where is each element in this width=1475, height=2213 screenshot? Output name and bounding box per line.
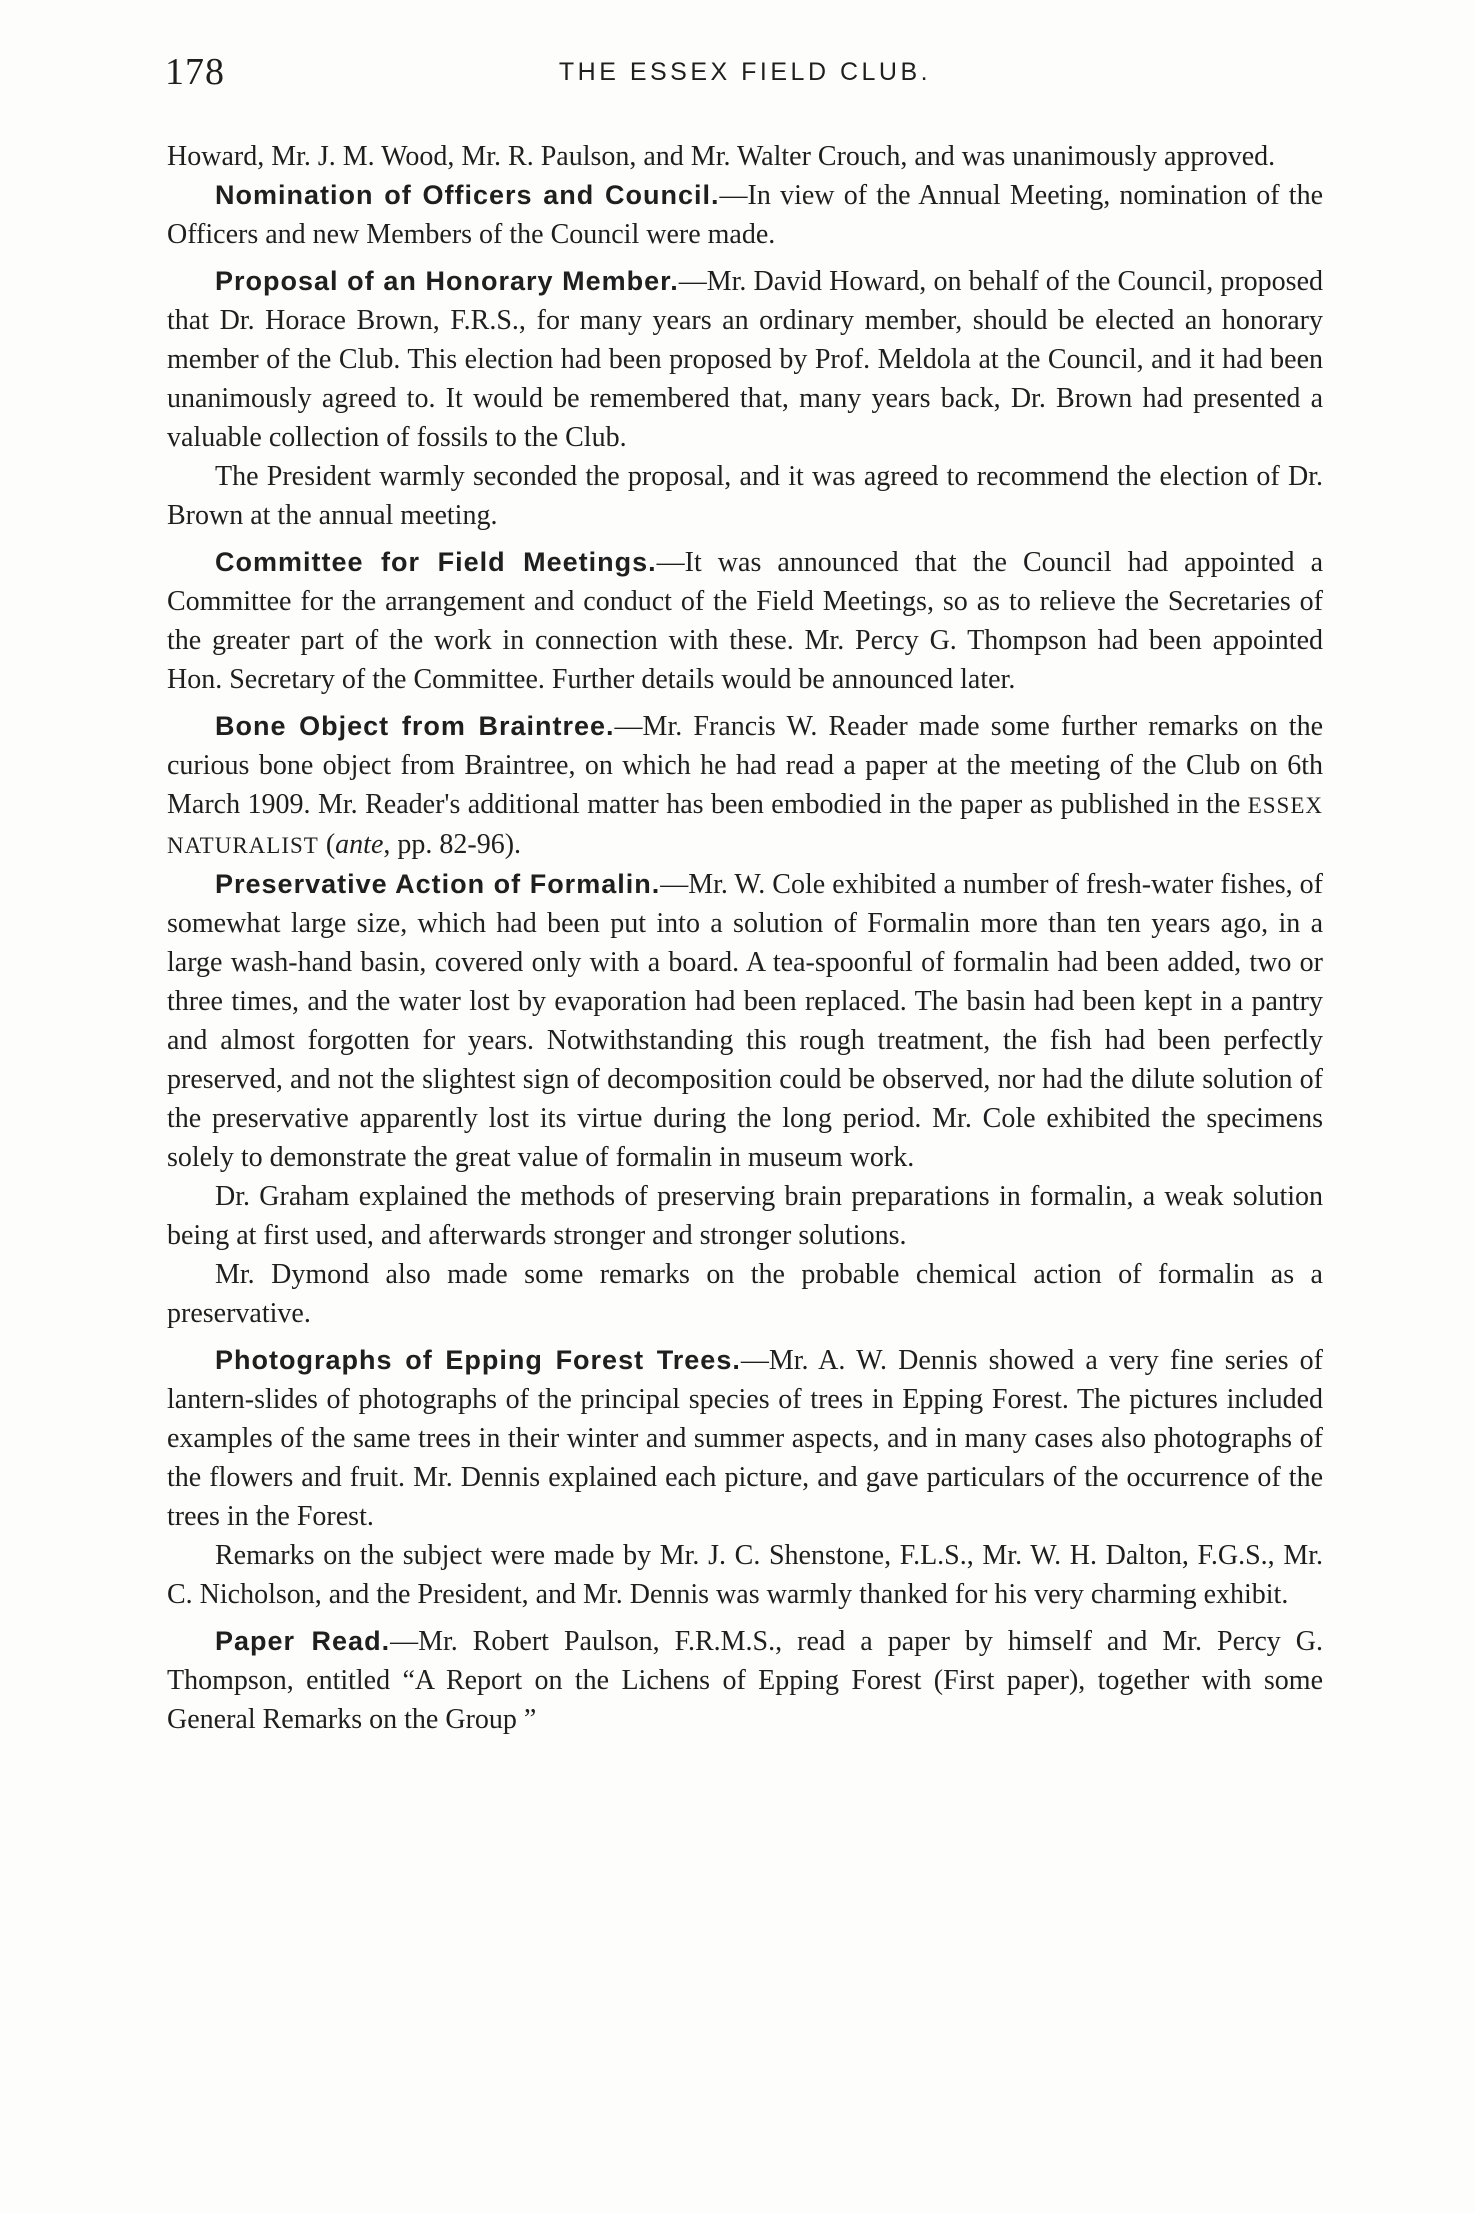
- section-heading: Preservative Action of Formalin.: [215, 869, 661, 899]
- section-heading: Paper Read.: [215, 1626, 391, 1656]
- paragraph-text: Remarks on the subject were made by Mr. J. C. Shenstone, F.L.S., Mr. W. H. Dalton, F.G.S., Mr. C. Nicholson, and the President, and Mr. Dennis was warmly thanked for his very charming exhibit.: [167, 1540, 1323, 1610]
- section-heading: Committee for Field Meetings.: [215, 547, 657, 577]
- paragraph-text: —Mr. David Howard, on behalf of the Council, proposed that Dr. Horace Brown, F.R.S., for many years an ordinary member, should be elected an honorary member of the Club. This election had been proposed by Prof. Meldola at the Council, and it had been unanimously agreed to. It would be remembered that, many years back, Dr. Brown had presented a valuable collection of fossils to the Club.: [167, 266, 1323, 453]
- paragraph-bone-object: [167, 707, 1323, 865]
- paragraph-text: Mr. Dymond also made some remarks on the probable chemical action of formalin as a preservative.: [167, 1259, 1323, 1329]
- paragraph-paper-read: [167, 1622, 1323, 1739]
- paragraph-field-meetings: [167, 543, 1323, 699]
- paragraph-honorary-member: [167, 262, 1323, 457]
- paragraph-text: —Mr. A. W. Dennis showed a very fine series of lantern-slides of photographs of the principal species of trees in Epping Forest. The pictures included examples of the same trees in their winter and summer aspects, and in many cases also photographs of the flowers and fruit. Mr. Dennis explained each picture, and gave particulars of the occurrence of the trees in the Forest.: [167, 1345, 1323, 1532]
- paragraph-text: —It was announced that the Council had appointed a Committee for the arrangement and conduct of the Field Meetings, so as to relieve the Secretaries of the greater part of the work in connection with these. Mr. Percy G. Thompson had been appointed Hon. Secretary of the Committee. Further details would be announced later.: [167, 547, 1323, 695]
- paragraph-text: —Mr. Robert Paulson, F.R.M.S., read a paper by himself and Mr. Percy G. Thompson, entitled “A Report on the Lichens of Epping Forest (First paper), together with some General Remarks on the Group ”: [167, 1626, 1323, 1735]
- section-heading: Proposal of an Honorary Member.: [215, 266, 679, 296]
- paragraph-text: (: [318, 829, 336, 860]
- body-text: [167, 137, 1323, 1739]
- publication-title: ESSEX NATURALIST: [167, 793, 1323, 858]
- paragraph-graham: [167, 1177, 1323, 1255]
- paragraph-dymond: [167, 1255, 1323, 1333]
- paragraph-continuation: [167, 137, 1323, 176]
- section-heading: Nomination of Officers and Council.: [215, 180, 720, 210]
- paragraph-text: —Mr. W. Cole exhibited a number of fresh-water fishes, of somewhat large size, which had been put into a solution of Formalin more than ten years ago, in a large wash-hand basin, covered only with a board. A tea-spoonful of formalin had been added, two or three times, and the water lost by evaporation had been replaced. The basin had been kept in a pantry and almost forgotten for years. Notwithstanding this rough treatment, the fish had been perfectly preserved, and not the slightest sign of decomposition could be observed, nor had the dilute solution of the preservative apparently lost its virtue during the long period. Mr. Cole exhibited the specimens solely to demonstrate the great value of formalin in museum work.: [167, 869, 1323, 1173]
- latin-reference: ante: [335, 829, 384, 860]
- running-head: THE ESSEX FIELD CLUB.: [558, 58, 932, 86]
- paragraph-formalin: [167, 865, 1323, 1177]
- paragraph-text: , pp. 82-96).: [383, 829, 522, 860]
- paragraph-text: Howard, Mr. J. M. Wood, Mr. R. Paulson, and Mr. Walter Crouch, and was unanimously approved.: [167, 141, 1276, 172]
- paragraph-text: —In view of the Annual Meeting, nomination of the Officers and new Members of the Council were made.: [167, 180, 1323, 250]
- paragraph-nomination: [167, 176, 1323, 254]
- paragraph-epping-trees: [167, 1341, 1323, 1536]
- page-number: 178: [165, 51, 225, 93]
- paragraph-text: Dr. Graham explained the methods of preserving brain preparations in formalin, a weak solution being at first used, and afterwards stronger and stronger solutions.: [167, 1181, 1323, 1251]
- paragraph-president-seconded: [167, 457, 1323, 535]
- paragraph-text: The President warmly seconded the proposal, and it was agreed to recommend the election of Dr. Brown at the annual meeting.: [167, 461, 1323, 531]
- section-heading: Photographs of Epping Forest Trees.: [215, 1345, 741, 1375]
- page-header: [165, 50, 1325, 100]
- paragraph-remarks: [167, 1536, 1323, 1614]
- paragraph-text: —Mr. Francis W. Reader made some further remarks on the curious bone object from Braintree, on which he had read a paper at the meeting of the Club on 6th March 1909. Mr. Reader's additional matter has been embodied in the paper as published in the: [167, 711, 1323, 820]
- section-heading: Bone Object from Braintree.: [215, 711, 615, 741]
